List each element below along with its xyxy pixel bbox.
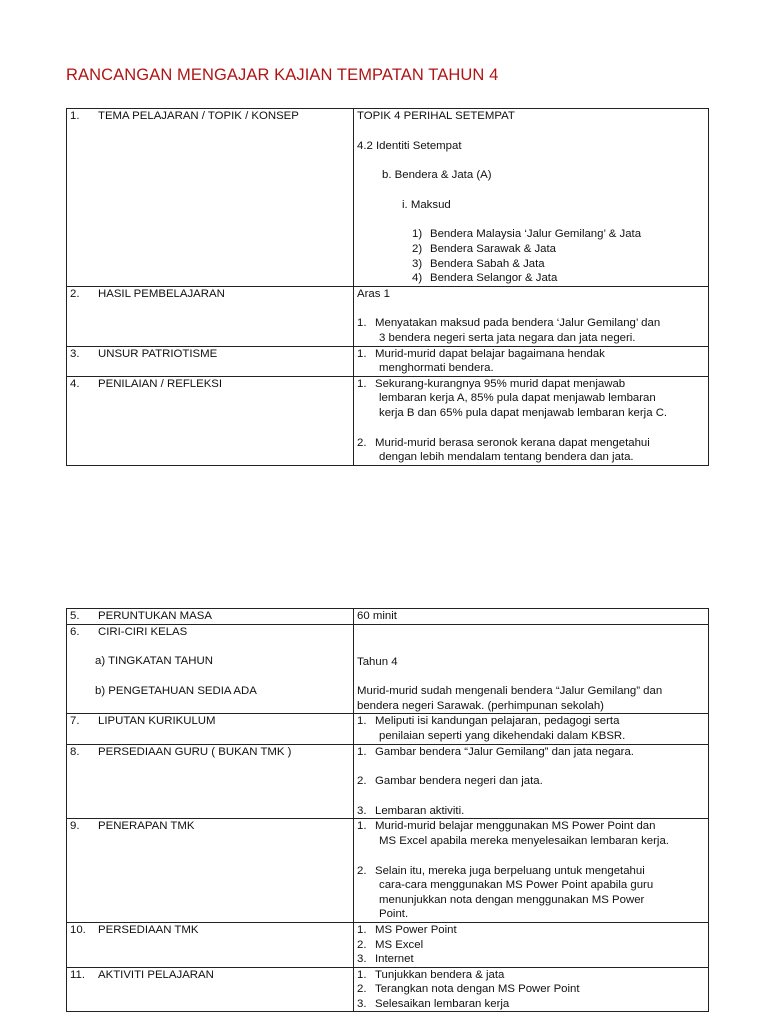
row-content-cell	[354, 609, 709, 625]
table-row	[67, 286, 709, 346]
list-item: 2. Gambar bendera negeri dan jata.	[357, 775, 543, 788]
row-number: 6.	[70, 625, 80, 638]
row-label-cell	[67, 819, 354, 923]
row-label: UNSUR PATRIOTISME	[98, 347, 218, 360]
row-label: PERSEDIAAN GURU ( BUKAN TMK )	[98, 745, 292, 758]
row-content-cell	[354, 109, 709, 287]
prior-knowledge-text: Murid-murid sudah mengenali bendera “Jalur Gemilang” dan	[357, 685, 663, 698]
row-number: 7.	[70, 715, 80, 728]
row-label: PERSEDIAAN TMK	[98, 923, 199, 936]
list-item-continuation: kerja B dan 65% pula dapat menjawab lembaran kerja C.	[379, 406, 668, 419]
lesson-plan-table-part-1	[66, 108, 709, 466]
row-content-cell	[354, 922, 709, 967]
row-label-cell	[67, 744, 354, 819]
row-content-cell	[354, 967, 709, 1012]
list-item: 1. Murid-murid dapat belajar bagaimana hendak	[357, 347, 605, 360]
topic-text: TOPIK 4 PERIHAL SETEMPAT	[357, 110, 515, 122]
level-text: Aras 1	[357, 287, 390, 300]
list-item: 1. Sekurang-kurangnya 95% murid dapat menjawab	[357, 377, 626, 390]
row-label: LIPUTAN KURIKULUM	[98, 715, 216, 728]
row-content-cell	[354, 376, 709, 465]
table-row	[67, 376, 709, 465]
list-item-continuation: menunjukkan nota dengan menggunakan MS Power	[379, 893, 645, 906]
subtopic-text: 4.2 Identiti Setempat	[357, 139, 462, 152]
list-item: 3) Bendera Sabah & Jata	[412, 257, 545, 270]
row-label: CIRI-CIRI KELAS	[98, 625, 188, 638]
row-label: HASIL PEMBELAJARAN	[98, 287, 225, 300]
list-item: 1. Meliputi isi kandungan pelajaran, pedagogi serta	[357, 715, 620, 728]
row-content-cell	[354, 819, 709, 923]
list-item: 2. Murid-murid berasa seronok kerana dapat mengetahui	[357, 436, 650, 449]
table-row	[67, 609, 709, 625]
row-number: 9.	[70, 820, 80, 833]
grade-value: Tahun 4	[357, 655, 398, 668]
row-number: 5.	[70, 610, 80, 622]
row-number: 1.	[70, 110, 80, 122]
row-label-cell	[67, 376, 354, 465]
row-number: 8.	[70, 745, 80, 758]
lesson-plan-table-part-2	[66, 608, 709, 1012]
row-content-cell	[354, 286, 709, 346]
row-label: PENILAIAN / REFLEKSI	[98, 377, 223, 390]
list-item: 2. Selain itu, mereka juga berpeluang untuk mengetahui	[357, 864, 645, 877]
row-label-cell	[67, 624, 354, 714]
list-item: 1. Tunjukkan bendera & jata	[357, 968, 505, 981]
row-content-cell	[354, 744, 709, 819]
list-item: 3. Internet	[357, 953, 414, 966]
table-row	[67, 714, 709, 744]
row-label: TEMA PELAJARAN / TOPIK / KONSEP	[98, 110, 299, 122]
table-row	[67, 819, 709, 923]
row-number: 11.	[70, 968, 85, 981]
row-label: PENERAPAN TMK	[98, 820, 195, 833]
document-title: RANCANGAN MENGAJAR KAJIAN TEMPATAN TAHUN 4	[66, 66, 499, 84]
list-item: 2. MS Excel	[357, 938, 424, 951]
row-label-cell	[67, 109, 354, 287]
row-label-cell	[67, 346, 354, 376]
list-item: 1. Murid-murid belajar menggunakan MS Power Point dan	[357, 820, 656, 833]
duration-value: 60 minit	[357, 610, 397, 622]
list-item-continuation: menghormati bendera.	[379, 362, 494, 375]
list-item-continuation: lembaran kerja A, 85% pula dapat menjawab lembaran	[379, 392, 656, 405]
row-number: 4.	[70, 377, 80, 390]
list-item-continuation: cara-cara menggunakan MS Power Point apabila guru	[379, 879, 654, 892]
list-item: 3. Selesaikan lembaran kerja	[357, 997, 510, 1010]
list-item-continuation: dengan lebih mendalam tentang bendera dan jata.	[379, 451, 634, 464]
row-number: 3.	[70, 347, 80, 360]
table-row	[67, 109, 709, 287]
table-row	[67, 346, 709, 376]
subsection-item-text: i. Maksud	[402, 198, 451, 211]
row-label-cell	[67, 922, 354, 967]
list-item-continuation: MS Excel apabila mereka menyelesaikan lembaran kerja.	[379, 834, 669, 847]
row-label-cell	[67, 286, 354, 346]
table-row	[67, 967, 709, 1012]
table-row	[67, 922, 709, 967]
sub-label: b) PENGETAHUAN SEDIA ADA	[95, 684, 257, 697]
table-row	[67, 624, 709, 714]
row-number: 10.	[70, 923, 86, 936]
table-row	[67, 744, 709, 819]
row-content-cell	[354, 624, 709, 714]
row-number: 2.	[70, 287, 80, 300]
list-item: 3. Lembaran aktiviti.	[357, 804, 465, 817]
list-item-continuation: Point.	[379, 908, 409, 921]
list-item: 4) Bendera Selangor & Jata	[412, 272, 558, 285]
row-label: AKTIVITI PELAJARAN	[98, 968, 214, 981]
row-label: PERUNTUKAN MASA	[98, 610, 212, 622]
row-label-cell	[67, 967, 354, 1012]
list-item: 2. Terangkan nota dengan MS Power Point	[357, 983, 580, 996]
list-item: 1. MS Power Point	[357, 923, 457, 936]
list-item: 1) Bendera Malaysia ‘Jalur Gemilang’ & Jata	[412, 228, 642, 241]
subsection-text: b. Bendera & Jata (A)	[382, 169, 492, 182]
list-item-continuation: 3 bendera negeri serta jata negara dan jata negeri.	[379, 331, 636, 344]
prior-knowledge-text: bendera negeri Sarawak. (perhimpunan sekolah)	[357, 699, 604, 712]
sub-label: a) TINGKATAN TAHUN	[95, 655, 213, 668]
list-item: 1. Menyatakan maksud pada bendera ‘Jalur Gemilang’ dan	[357, 317, 661, 330]
list-item: 1. Gambar bendera “Jalur Gemilang” dan jata negara.	[357, 745, 634, 758]
row-content-cell	[354, 346, 709, 376]
list-item: 2) Bendera Sarawak & Jata	[412, 242, 557, 255]
list-item-continuation: penilaian seperti yang dikehendaki dalam KBSR.	[379, 729, 626, 742]
row-label-cell	[67, 609, 354, 625]
row-label-cell	[67, 714, 354, 744]
row-content-cell	[354, 714, 709, 744]
